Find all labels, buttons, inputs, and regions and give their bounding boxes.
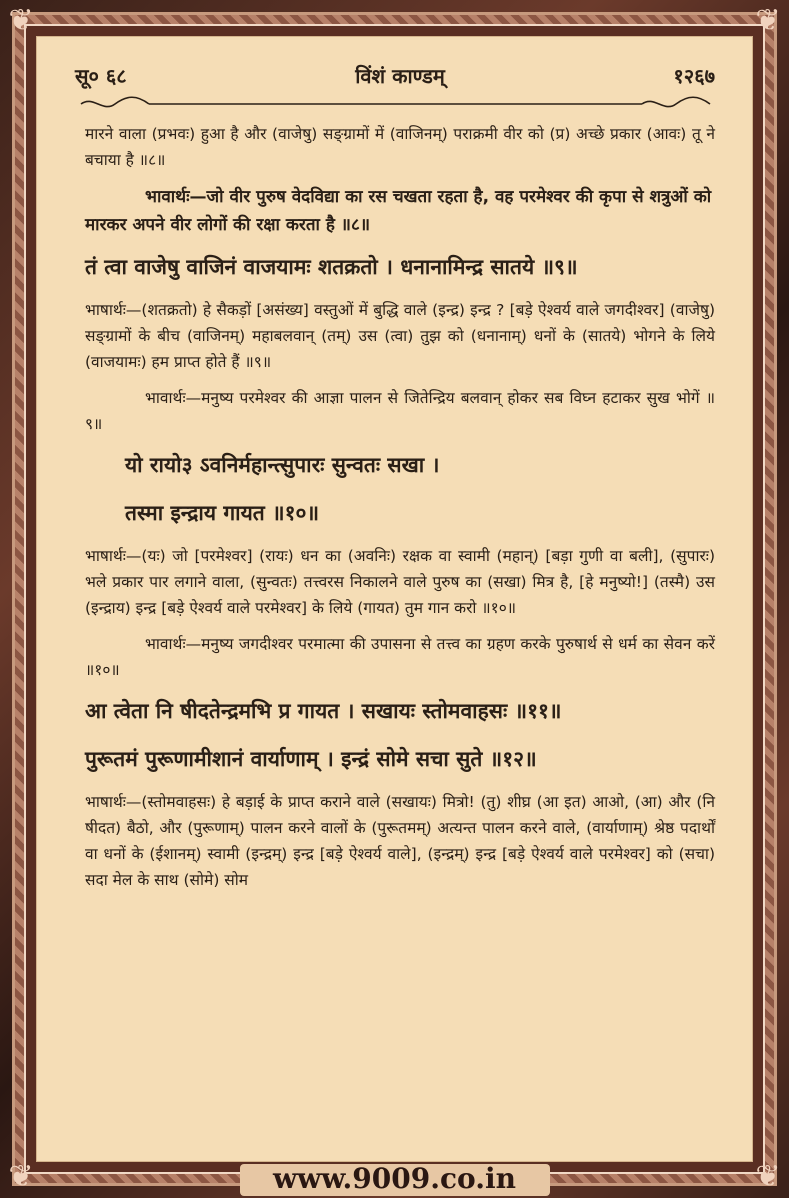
text-paragraph: भाषार्थः—(यः) जो [परमेश्वर] (रायः) धन का (अवनिः) रक्षक वा स्वामी (महान्) [बड़ा गुणी वा बली], (सुपारः) भले प्रकार पार लगाने वाला, (सुन्वतः) तत्त्वरस निकालने वाले पुरुष का (सखा) मित्र है, [हे मनुष्यो!] (तस्मै) उस (इन्द्राय) इन्द्र [बड़े ऐश्वर्य वाले परमेश्वर] के लिये (गायत) तुम गान करो ॥१०॥ bbox=[85, 547, 715, 617]
book-page bbox=[36, 36, 753, 1162]
mantra-verse: पुरूतमं पुरूणामीशानं वार्याणाम् । इन्द्रं सोमे सचा सुते ॥१२॥ bbox=[85, 746, 537, 771]
text-paragraph: भावार्थः—मनुष्य परमेश्वर की आज्ञा पालन से जितेन्द्रिय बलवान् होकर सब विघ्न हटाकर सुख भोगें ॥९॥ bbox=[85, 389, 715, 433]
text-paragraph: भावार्थः—मनुष्य जगदीश्वर परमात्मा की उपासना से तत्त्व का ग्रहण करके पुरुषार्थ से धर्म का सेवन करें ॥१०॥ bbox=[85, 635, 715, 679]
page-header bbox=[75, 55, 715, 95]
text-paragraph: भाषार्थः—(शतक्रतो) हे सैकड़ों [असंख्य] वस्तुओं में बुद्धि वाले (इन्द्र) इन्द्र ? [बड़े ऐश्वर्य वाले जगदीश्वर] (वाजेषु) सङ्ग्रामों के बीच (वाजिनम्) महाबलवान् (तम्) उस (त्वा) तुझ को (धनानाम्) धनों के (सातये) भोगने के लिये (वाजयामः) हम प्राप्त होते हैं ॥९॥ bbox=[85, 301, 715, 371]
mantra-verse: तस्मा इन्द्राय गायत ॥१०॥ bbox=[125, 500, 320, 525]
mantra-verse: आ त्वेता नि षीदतेन्द्रमभि प्र गायत । सखायः स्तोमवाहसः ॥११॥ bbox=[85, 698, 562, 723]
text-paragraph: मारने वाला (प्रभवः) हुआ है और (वाजेषु) सङ्ग्रामों में (वाजिनम्) पराक्रमी वीर को (प्र) अच्छे प्रकार (आवः) तू ने बचाया है ॥८॥ bbox=[85, 125, 715, 169]
corner-ornament-icon: ❦ bbox=[8, 3, 34, 38]
page-number: १२६७ bbox=[673, 63, 715, 88]
corner-ornament-icon: ❦ bbox=[755, 1159, 781, 1194]
bhavartha-paragraph: भावार्थः—जो वीर पुरुष वेदविद्या का रस चखता रहता है, वह परमेश्वर की कृपा से शत्रुओं को मारकर अपने वीर लोगों की रक्षा करता है ॥८॥ bbox=[85, 187, 712, 235]
website-footer[interactable]: www.9009.co.in bbox=[273, 1162, 516, 1195]
corner-ornament-icon: ❦ bbox=[8, 1159, 34, 1194]
mantra-verse: यो रायो३ ऽवनिर्महान्त्सुपारः सुन्वतः सखा । bbox=[125, 452, 440, 477]
text-paragraph: भाषार्थः—(स्तोमवाहसः) हे बड़ाई के प्राप्त कराने वाले (सखायः) मित्रो! (तु) शीघ्र (आ इत) आओ, (आ) और (नि षीदत) बैठो, और (पुरूणाम्) पालन करने वालों के (पुरूतमम्) अत्यन्त पालन करने वाले, (वार्याणाम्) श्रेष्ठ पदार्थों वा धनों के (ईशानम्) स्वामी (इन्द्रम्) इन्द्र [बड़े ऐश्वर्य वाले], (इन्द्रम्) इन्द्र [बड़े ऐश्वर्य वाले परमेश्वर] को (सचा) सदा मेल के साथ (सोमे) सोम bbox=[85, 793, 715, 889]
corner-ornament-icon: ❦ bbox=[755, 3, 781, 38]
header-ornamental-rule bbox=[73, 95, 718, 113]
mantra-verse: तं त्वा वाजेषु वाजिनं वाजयामः शतक्रतो । धनानामिन्द्र सातये ॥९॥ bbox=[85, 254, 578, 279]
page-content bbox=[85, 121, 715, 903]
chapter-title: विंशं काण्डम् bbox=[355, 63, 445, 88]
sukta-number: सू० ६८ bbox=[75, 63, 127, 88]
